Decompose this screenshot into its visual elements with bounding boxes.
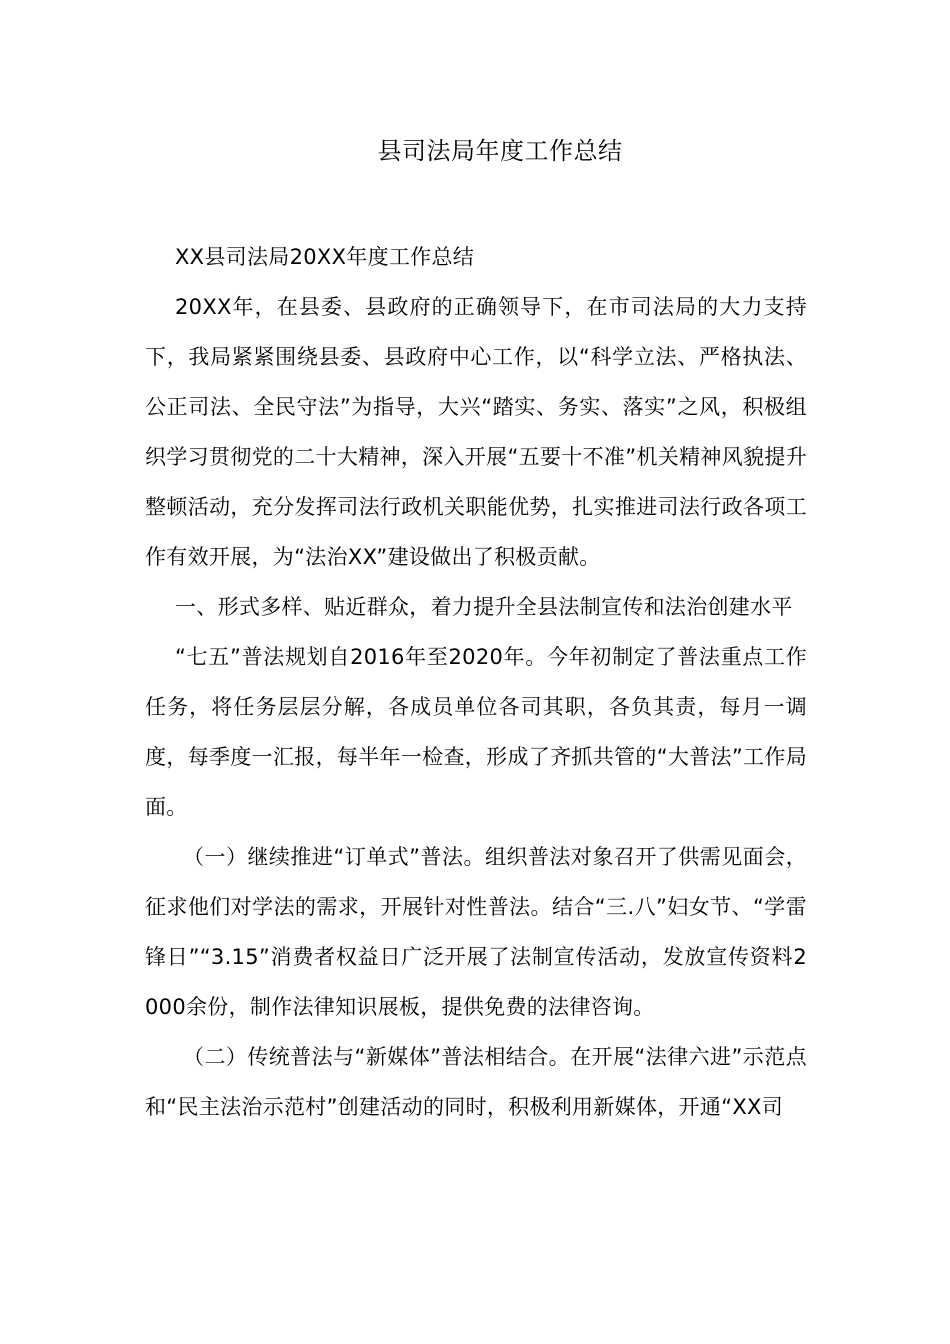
- subtitle-paragraph: XX县司法局20XX年度工作总结: [175, 245, 475, 269]
- document-body: [145, 232, 807, 1132]
- body-paragraph: “七五”普法规划自2016年至2020年。今年初制定了普法重点工作任务，将任务层层分解，各成员单位各司其职，各负其责，每月一调度，每季度一汇报，每半年一检查，形成了齐抓共管的“大普法”工作局面。: [145, 645, 807, 819]
- subsection-paragraph-1: （一）继续推进“订单式”普法。组织普法对象召开了供需见面会，征求他们对学法的需求，开展针对性普法。结合“三.八”妇女节、“学雷锋日”“3.15”消费者权益日广泛开展了法制宣传活动，发放宣传资料2000余份，制作法律知识展板，提供免费的法律咨询。: [145, 845, 807, 1019]
- section-heading-1: 一、形式多样、贴近群众，着力提升全县法制宣传和法治创建水平: [175, 595, 793, 619]
- document-title: 县司法局年度工作总结: [377, 137, 623, 165]
- subsection-paragraph-2: （二）传统普法与“新媒体”普法相结合。在开展“法律六进”示范点和“民主法治示范村”创建活动的同时，积极利用新媒体，开通“XX司: [145, 1045, 807, 1119]
- intro-paragraph: 20XX年，在县委、县政府的正确领导下，在市司法局的大力支持下，我局紧紧围绕县委、县政府中心工作，以“科学立法、严格执法、公正司法、全民守法”为指导，大兴“踏实、务实、落实”之风，积极组织学习贯彻党的二十大精神，深入开展“五要十不准”机关精神风貌提升整顿活动，充分发挥司法行政机关职能优势，扎实推进司法行政各项工作有效开展，为“法治XX”建设做出了积极贡献。: [145, 295, 807, 569]
